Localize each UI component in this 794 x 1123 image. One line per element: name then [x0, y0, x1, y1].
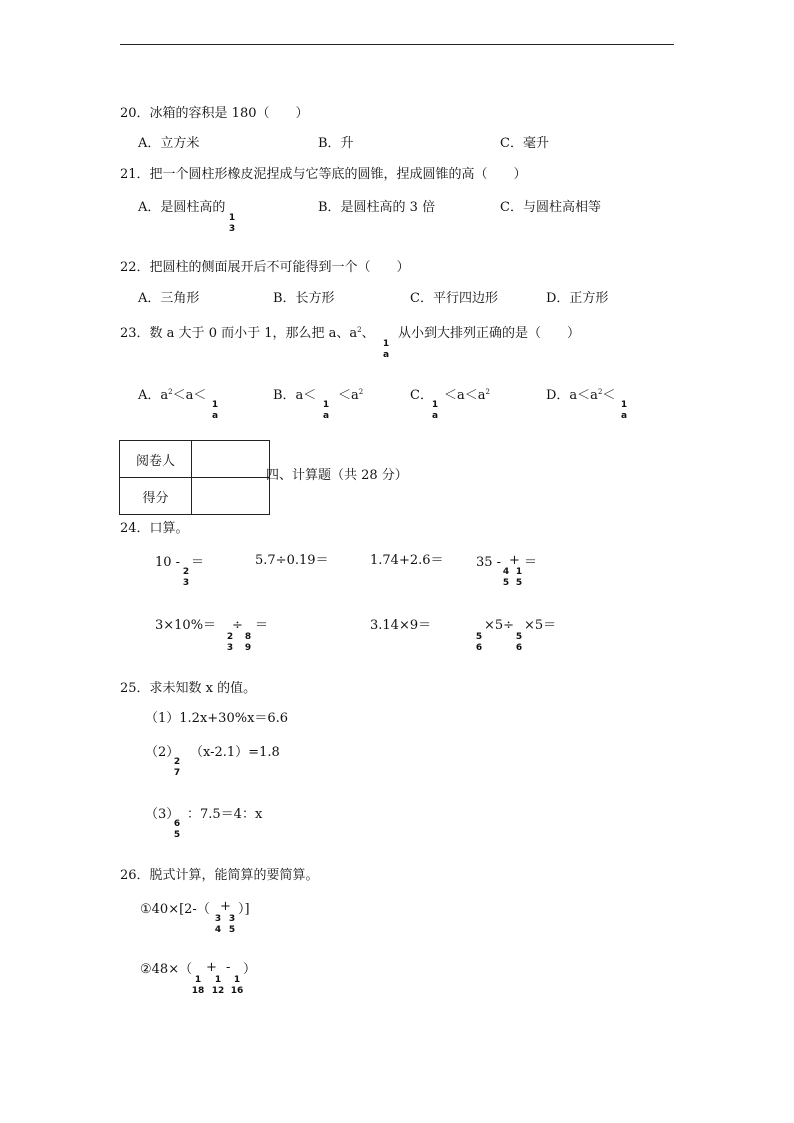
q26-part-1-fraction-1: 3 4 [214, 914, 222, 935]
q24-r2c4-fraction-2: 5 6 [515, 632, 523, 653]
q26-part-2-start: ②48×（ [140, 962, 193, 977]
q24-r1c1-start: 10 - [155, 555, 181, 570]
q23-option-c-fraction: 1 a [431, 400, 439, 421]
score-table [119, 440, 270, 515]
q23-stem-fraction: 1 a [382, 339, 390, 360]
q23-option-c-start: C． [410, 388, 433, 403]
q26-part-2-fraction-1: 1 18 [191, 975, 205, 996]
q24-r1c3: 1.74+2.6＝ [370, 553, 444, 568]
q24-r1c4-start: 35 - [476, 555, 502, 570]
q23-option-a: A．$a^2<a<$ [138, 388, 207, 403]
q24-r2c2-end: ＝ [255, 618, 269, 633]
grader-cell [192, 441, 270, 478]
q26-part-2-fraction-2: 1 12 [211, 975, 225, 996]
q25-part-3-fraction: 6 5 [173, 819, 181, 840]
q25-stem: 25．求未知数 x 的值。 [120, 681, 257, 696]
q24-r1c2: 5.7÷0.19＝ [255, 553, 329, 568]
q25-part-1: （1）1.2x+30%x＝6.6 [145, 711, 289, 726]
q21-option-c: C．与圆柱高相等 [500, 200, 601, 215]
q26-part-2-minus: - [226, 960, 231, 975]
q23-option-a-fraction: 1 a [211, 400, 219, 421]
q21-stem: 21．把一个圆柱形橡皮泥捏成与它等底的圆锥，捏成圆锥的高（ ） [120, 167, 527, 182]
q26-part-1-fraction-2: 3 5 [228, 914, 236, 935]
section-heading: 四、计算题（共 28 分） [266, 468, 408, 483]
q24-r2c2-fraction-1: 2 3 [226, 632, 234, 653]
q24-r1c1-end: ＝ [191, 555, 205, 570]
q23-option-b-end: $<a^2$ [338, 388, 364, 403]
q24-r2c3: 3.14×9＝ [370, 618, 432, 633]
q24-r1c4-fraction-2: 1 5 [515, 567, 523, 588]
q26-part-1-end: ）] [238, 902, 250, 917]
header-rule [120, 44, 674, 45]
q23-option-d: D．$a<a^2<$ [546, 388, 616, 403]
q22-option-a: A．三角形 [138, 291, 200, 306]
q26-part-1-plus: + [220, 899, 231, 914]
q21-option-a-fraction: 1 3 [228, 213, 236, 234]
q24-r2c4-end: ×5＝ [524, 618, 557, 633]
q23-option-b-start: B．a＜ [273, 388, 317, 403]
q25-part-2-label: （2） [145, 745, 180, 760]
q25-part-2-expression: （x-2.1）=1.8 [190, 745, 280, 760]
q26-stem: 26．脱式计算，能简算的要简算。 [120, 868, 319, 883]
q20-option-a: A．立方米 [138, 136, 200, 151]
q24-r2c4-fraction-1: 5 6 [475, 632, 483, 653]
q20-option-b: B．升 [318, 136, 354, 151]
q26-part-2-end: ） [243, 962, 257, 977]
q24-stem: 24．口算。 [120, 521, 189, 536]
q25-part-3-expression: ：7.5＝4：x [187, 807, 263, 822]
q26-part-2-plus: + [206, 960, 217, 975]
q23-option-d-fraction: 1 a [620, 400, 628, 421]
q21-option-b: B．是圆柱高的 3 倍 [318, 200, 436, 215]
q24-r2c2-divide: ÷ [232, 618, 243, 633]
q25-part-3-label: （3） [145, 807, 180, 822]
score-cell [192, 478, 270, 515]
q23-stem-end: 从小到大排列正确的是（ ） [398, 326, 581, 341]
q23-stem: 23．数 a 大于 0 而小于 1，那么把 a、$a^2$、 [120, 326, 375, 341]
q21-option-a: A．是圆柱高的 [138, 200, 226, 215]
q24-r1c4-fraction-1: 4 5 [502, 567, 510, 588]
q24-r1c4-plus: + [509, 553, 520, 568]
grader-label: 阅卷人 [120, 441, 192, 478]
q20-stem: 20．冰箱的容积是 180（ ） [120, 106, 309, 121]
q22-stem: 22．把圆柱的侧面展开后不可能得到一个（ ） [120, 260, 410, 275]
q26-part-1-start: ①40×[2-（ [140, 902, 210, 917]
q24-r2c2-fraction-2: 8 9 [244, 632, 252, 653]
q22-option-c: C．平行四边形 [410, 291, 498, 306]
q20-option-c: C．毫升 [500, 136, 549, 151]
q23-option-b-fraction: 1 a [322, 400, 330, 421]
q23-option-c-end: $<a<a^2$ [444, 388, 490, 403]
q24-r2c4-mid: ×5÷ [484, 618, 515, 633]
q24-r1c1-fraction: 2 3 [182, 567, 190, 588]
q25-part-2-fraction: 2 7 [173, 757, 181, 778]
q24-r1c4-end: ＝ [524, 555, 538, 570]
q22-option-d: D．正方形 [546, 291, 609, 306]
q22-option-b: B．长方形 [273, 291, 335, 306]
q24-r2c1: 3×10%＝ [155, 618, 217, 633]
q26-part-2-fraction-3: 1 16 [230, 975, 244, 996]
score-label: 得分 [120, 478, 192, 515]
